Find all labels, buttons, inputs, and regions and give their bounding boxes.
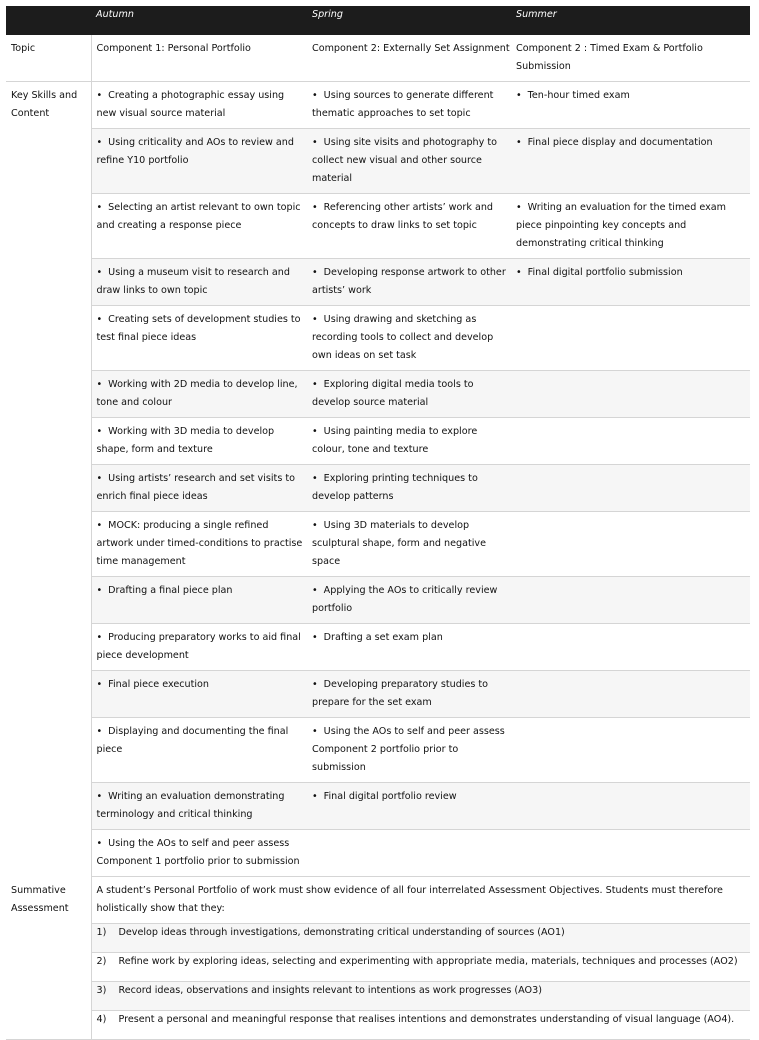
skill-text: Applying the AOs to critically review portfolio [312, 585, 498, 614]
bullet-icon: • [516, 202, 522, 213]
bullet-icon: • [516, 137, 522, 148]
skills-cell-summer [513, 465, 750, 512]
bullet-icon: • [96, 202, 103, 213]
skill-text: Writing an evaluation for the timed exam piece pinpointing key concepts and demonstrating critical thinking [516, 202, 726, 249]
summative-intro-row [6, 877, 750, 924]
skills-cell-autumn [91, 418, 307, 465]
skills-cell-spring [307, 512, 513, 577]
skill-text: Using the AOs to self and peer assess Component 2 portfolio prior to submission [312, 726, 505, 773]
skills-cell-spring [307, 783, 513, 830]
topic-spring: Component 2: Externally Set Assignment [307, 35, 513, 82]
objective-text: Develop ideas through investigations, demonstrating critical understanding of sources (AO1) [118, 927, 565, 938]
bullet-icon: • [96, 137, 103, 148]
bullet-icon: • [312, 314, 318, 325]
bullet-icon: • [312, 267, 318, 278]
skills-cell-autumn [91, 718, 307, 783]
skill-text: Final piece execution [108, 679, 209, 690]
skills-cell-autumn [91, 671, 307, 718]
skills-cell-summer [513, 306, 750, 371]
skill-text: Using drawing and sketching as recording tools to collect and develop own ideas on set task [312, 314, 494, 361]
skills-cell-spring [307, 306, 513, 371]
skills-cell-spring [307, 671, 513, 718]
skills-cell-autumn [91, 371, 307, 418]
objective-text: Refine work by exploring ideas, selecting and experimenting with appropriate media, materials, techniques and processes (AO2) [118, 956, 738, 967]
objective-number: 4) [96, 1014, 107, 1025]
skills-cell-autumn [91, 783, 307, 830]
skill-text: Working with 2D media to develop line, tone and colour [96, 379, 298, 408]
skills-cell-summer [513, 783, 750, 830]
objective-row [6, 953, 750, 982]
skills-cell-summer [513, 830, 750, 877]
skill-text: Final piece display and documentation [527, 137, 713, 148]
skills-row [6, 306, 750, 371]
skill-text: Using sources to generate different thematic approaches to set topic [312, 90, 494, 119]
skills-cell-spring [307, 129, 513, 194]
skills-cell-autumn [91, 129, 307, 194]
bullet-icon: • [96, 520, 103, 531]
skills-cell-summer [513, 624, 750, 671]
skills-cell-spring [307, 259, 513, 306]
bullet-icon: • [516, 267, 522, 278]
skills-row [6, 624, 750, 671]
skills-cell-autumn [91, 624, 307, 671]
bullet-icon: • [312, 426, 318, 437]
header-row [6, 6, 750, 35]
skills-row [6, 671, 750, 718]
skill-text: Creating sets of development studies to test final piece ideas [96, 314, 301, 343]
skills-label: Key Skills and Content [6, 82, 91, 877]
bullet-icon: • [96, 585, 103, 596]
skills-cell-spring [307, 830, 513, 877]
objective-item [91, 1011, 750, 1040]
skill-text: Final digital portfolio submission [527, 267, 683, 278]
summative-label: Summative Assessment [6, 877, 91, 1040]
skill-text: Using site visits and photography to collect new visual and other source material [312, 137, 497, 184]
skills-cell-summer [513, 129, 750, 194]
header-autumn: Autumn [91, 6, 307, 35]
skills-cell-spring [307, 371, 513, 418]
skills-cell-summer [513, 577, 750, 624]
skills-row [6, 512, 750, 577]
skills-row [6, 371, 750, 418]
skill-text: Ten-hour timed exam [527, 90, 630, 101]
topic-autumn: Component 1: Personal Portfolio [91, 35, 307, 82]
bullet-icon: • [312, 520, 318, 531]
skill-text: Producing preparatory works to aid final piece development [96, 632, 301, 661]
skill-text: Referencing other artists’ work and concepts to draw links to set topic [312, 202, 493, 231]
bullet-icon: • [312, 202, 318, 213]
skill-text: Drafting a set exam plan [323, 632, 443, 643]
skills-row [6, 783, 750, 830]
header-spring: Spring [307, 6, 513, 35]
bullet-icon: • [312, 473, 318, 484]
skill-text: Using artists’ research and set visits to enrich final piece ideas [96, 473, 295, 502]
skills-cell-autumn [91, 830, 307, 877]
bullet-icon: • [96, 679, 103, 690]
objective-row [6, 924, 750, 953]
skills-cell-autumn [91, 82, 307, 129]
skills-cell-summer [513, 671, 750, 718]
skills-cell-autumn [91, 512, 307, 577]
skill-text: MOCK: producing a single refined artwork under timed-conditions to practise time management [96, 520, 303, 567]
skills-cell-autumn [91, 465, 307, 512]
skills-row [6, 830, 750, 877]
skills-cell-spring [307, 465, 513, 512]
skill-text: Developing preparatory studies to prepare for the set exam [312, 679, 489, 708]
skills-cell-summer [513, 371, 750, 418]
skill-text: Writing an evaluation demonstrating terminology and critical thinking [96, 791, 285, 820]
skill-text: Exploring printing techniques to develop patterns [312, 473, 478, 502]
bullet-icon: • [96, 314, 103, 325]
skill-text: Developing response artwork to other artists’ work [312, 267, 506, 296]
skills-row [6, 194, 750, 259]
topic-summer: Component 2 : Timed Exam & Portfolio Submission [513, 35, 750, 82]
skills-cell-spring [307, 194, 513, 259]
topic-row [6, 35, 750, 82]
skills-cell-summer [513, 718, 750, 783]
skill-text: Using criticality and AOs to review and refine Y10 portfolio [96, 137, 294, 166]
objective-number: 2) [96, 956, 107, 967]
skill-text: Displaying and documenting the final piece [96, 726, 289, 755]
skills-cell-summer [513, 418, 750, 465]
bullet-icon: • [96, 632, 103, 643]
skill-text: Exploring digital media tools to develop source material [312, 379, 474, 408]
skills-cell-spring [307, 624, 513, 671]
skills-row [6, 418, 750, 465]
skill-text: Using a museum visit to research and draw links to own topic [96, 267, 290, 296]
header-blank [6, 6, 91, 35]
objective-number: 1) [96, 927, 107, 938]
skills-cell-autumn [91, 259, 307, 306]
skills-cell-spring [307, 82, 513, 129]
skills-row [6, 82, 750, 129]
objective-text: Record ideas, observations and insights relevant to intentions as work progresses (AO3) [118, 985, 542, 996]
bullet-icon: • [96, 426, 103, 437]
skills-row [6, 129, 750, 194]
skills-row [6, 577, 750, 624]
bullet-icon: • [312, 137, 318, 148]
skill-text: Drafting a final piece plan [108, 585, 233, 596]
topic-label: Topic [6, 35, 91, 82]
bullet-icon: • [312, 90, 318, 101]
objective-item [91, 953, 750, 982]
bullet-icon: • [96, 90, 103, 101]
bullet-icon: • [96, 838, 103, 849]
objective-item [91, 924, 750, 953]
bullet-icon: • [96, 726, 103, 737]
skill-text: Using the AOs to self and peer assess Component 1 portfolio prior to submission [96, 838, 300, 867]
skills-row [6, 718, 750, 783]
skills-row [6, 465, 750, 512]
bullet-icon: • [516, 90, 522, 101]
skill-text: Using 3D materials to develop sculptural shape, form and negative space [312, 520, 487, 567]
curriculum-table [6, 6, 750, 1040]
skill-text: Final digital portfolio review [323, 791, 457, 802]
bullet-icon: • [96, 379, 103, 390]
skill-text: Selecting an artist relevant to own topic and creating a response piece [96, 202, 301, 231]
skills-cell-spring [307, 718, 513, 783]
bullet-icon: • [312, 791, 318, 802]
objective-number: 3) [96, 985, 107, 996]
bullet-icon: • [96, 267, 103, 278]
bullet-icon: • [96, 473, 103, 484]
skill-text: Working with 3D media to develop shape, form and texture [96, 426, 275, 455]
skills-cell-autumn [91, 306, 307, 371]
skills-cell-autumn [91, 577, 307, 624]
header-summer: Summer [513, 6, 750, 35]
skills-cell-summer [513, 259, 750, 306]
objective-row [6, 1011, 750, 1040]
bullet-icon: • [312, 632, 318, 643]
bullet-icon: • [312, 679, 318, 690]
skill-text: Using painting media to explore colour, tone and texture [312, 426, 478, 455]
objective-text: Present a personal and meaningful response that realises intentions and demonstrates understanding of visual language (AO4). [118, 1014, 735, 1025]
skills-cell-summer [513, 512, 750, 577]
bullet-icon: • [312, 379, 318, 390]
skills-cell-summer [513, 82, 750, 129]
bullet-icon: • [312, 726, 318, 737]
objective-item [91, 982, 750, 1011]
skills-cell-summer [513, 194, 750, 259]
skills-row [6, 259, 750, 306]
skills-cell-autumn [91, 194, 307, 259]
skill-text: Creating a photographic essay using new visual source material [96, 90, 285, 119]
bullet-icon: • [96, 791, 103, 802]
bullet-icon: • [312, 585, 318, 596]
objective-row [6, 982, 750, 1011]
summative-intro: A student’s Personal Portfolio of work must show evidence of all four interrelated Assessment Objectives. Students must therefore holistically show that they: [91, 877, 750, 924]
skills-cell-spring [307, 418, 513, 465]
skills-cell-spring [307, 577, 513, 624]
